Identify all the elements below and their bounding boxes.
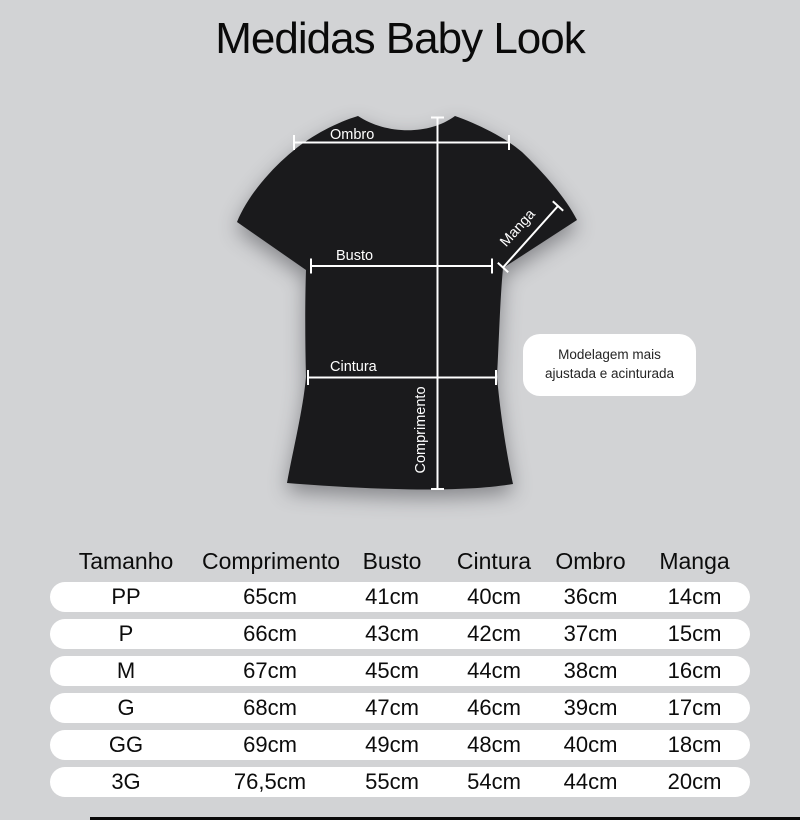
busto-label: Busto: [336, 248, 374, 264]
callout-line2: ajustada e acinturada: [544, 366, 675, 381]
cell-size: G: [117, 695, 135, 720]
cell-comprimento: 65cm: [243, 584, 297, 609]
cell-busto: 45cm: [365, 658, 419, 683]
cell-cintura: 54cm: [467, 769, 521, 794]
cell-size: M: [116, 658, 136, 683]
col-header-ombro: Ombro: [555, 547, 626, 574]
col-header-cintura: Cintura: [456, 547, 532, 574]
cell-busto: 41cm: [365, 584, 419, 609]
cell-manga: 14cm: [667, 584, 722, 609]
cell-manga: 20cm: [667, 769, 722, 794]
cell-cintura: 44cm: [467, 658, 521, 683]
cell-cintura: 46cm: [467, 695, 521, 720]
table-row-pp: [50, 582, 750, 612]
cintura-label: Cintura: [330, 359, 377, 375]
cell-manga: 16cm: [667, 658, 722, 683]
cell-comprimento: 66cm: [243, 621, 297, 646]
cell-size: P: [118, 621, 134, 646]
cell-ombro: 44cm: [563, 769, 618, 794]
comprimento-label: Comprimento: [413, 386, 429, 474]
table-row-p: [50, 619, 750, 649]
col-header-busto: Busto: [362, 547, 422, 574]
col-header-tamanho: Tamanho: [78, 547, 174, 574]
tshirt-silhouette-image: [237, 116, 577, 490]
cell-ombro: 40cm: [563, 732, 618, 757]
cell-comprimento: 68cm: [243, 695, 297, 720]
size-table: [50, 546, 750, 804]
cell-comprimento: 69cm: [243, 732, 297, 757]
cell-busto: 55cm: [365, 769, 419, 794]
modelagem-callout: [523, 334, 696, 396]
cell-manga: 17cm: [667, 695, 722, 720]
cell-busto: 47cm: [365, 695, 419, 720]
callout-line1: Modelagem mais: [558, 347, 661, 363]
col-header-comprimento: Comprimento: [202, 547, 341, 574]
cell-ombro: 39cm: [563, 695, 618, 720]
cell-size: PP: [111, 584, 141, 609]
cell-cintura: 42cm: [467, 621, 521, 646]
table-row-m: [50, 656, 750, 686]
cell-busto: 49cm: [365, 732, 419, 757]
table-header-row: [50, 546, 750, 576]
table-row-3g: [50, 767, 750, 797]
cell-size: GG: [108, 732, 144, 757]
cell-cintura: 48cm: [467, 732, 521, 757]
ombro-label: Ombro: [330, 127, 375, 143]
manga-label: Manga: [497, 206, 539, 251]
cell-ombro: 36cm: [563, 584, 618, 609]
cell-manga: 15cm: [667, 621, 722, 646]
cell-comprimento: 76,5cm: [233, 769, 307, 794]
cell-cintura: 40cm: [467, 584, 521, 609]
cell-manga: 18cm: [667, 732, 722, 757]
cell-busto: 43cm: [365, 621, 419, 646]
col-header-manga: Manga: [659, 547, 730, 574]
cell-ombro: 37cm: [563, 621, 618, 646]
cell-ombro: 38cm: [563, 658, 618, 683]
cell-comprimento: 67cm: [243, 658, 297, 683]
table-row-g: [50, 693, 750, 723]
page-title: Medidas Baby Look: [215, 14, 585, 63]
cell-size: 3G: [111, 769, 141, 794]
table-row-gg: [50, 730, 750, 760]
